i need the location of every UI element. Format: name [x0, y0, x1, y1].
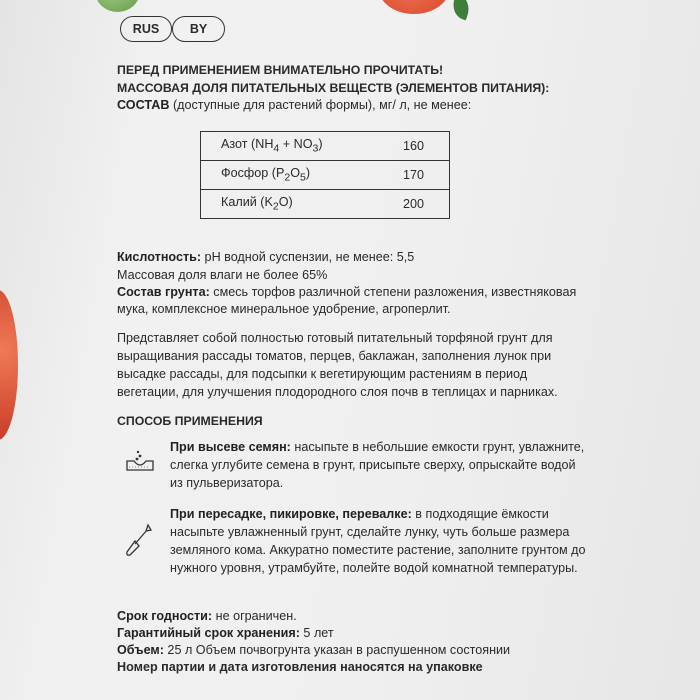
nutrient-name: Калий $(K_2O)$: [201, 190, 381, 219]
composition-label: СОСТАВ: [117, 98, 170, 112]
acidity: Кислотность: pH водной суспензии, не менее: 5,5: [117, 250, 415, 264]
table-row: [201, 190, 450, 219]
moisture: Массовая доля влаги не более 65%: [117, 268, 328, 282]
composition-note: (доступные для растений формы), мг/ л, не менее:: [169, 98, 472, 112]
soil-composition: Состав грунта: смесь торфов различной степени разложения, известняковая: [117, 285, 577, 299]
soil-composition-cont: мука, комплексное минеральное удобрение, агроперлит.: [117, 302, 451, 316]
shovel-icon: [124, 522, 154, 558]
leaf-image: [449, 0, 473, 20]
nutrient-value: 170: [381, 161, 450, 190]
usage-title: СПОСОБ ПРИМЕНЕНИЯ: [117, 414, 263, 428]
country-badge-rus: RUS: [120, 16, 172, 42]
lettuce-image: [95, 0, 140, 12]
transplant-instructions: При пересадке, пикировке, перевалке: в подходящие ёмкости насыпьте увлажненный грунт, сделайте лунку, чуть больше размера земляного кома. Аккуратно поместите растение, заполните грунтом до нужного уровня, утрамбуйте, полейте водой комнатной температуры.: [170, 507, 586, 575]
nutrient-value: 200: [381, 190, 450, 219]
tomato-image-left: [0, 290, 18, 440]
table-row: [201, 132, 450, 161]
volume: Объем: 25 л Объем почвогрунта указан в распушенном состоянии: [117, 643, 511, 657]
nutrient-table: [200, 131, 450, 219]
description-line: выращивания рассады томатов, перцев, баклажан, заполнения лунок при: [117, 349, 552, 363]
warning-heading: ПЕРЕД ПРИМЕНЕНИЕМ ВНИМАТЕЛЬНО ПРОЧИТАТЬ!: [117, 63, 444, 77]
description-line: Представляет собой полностью готовый питательный торфяной грунт для: [117, 331, 553, 345]
country-badge-by: BY: [172, 16, 225, 42]
composition-heading: [117, 97, 471, 113]
tomato-image-top: [378, 0, 450, 14]
description-line: вегетации, для улучшения плодородного слоя почв в теплицах и парниках.: [117, 385, 558, 399]
nutrient-name: Фосфор $(P_2O_5)$: [201, 161, 381, 190]
nutrient-value: 160: [381, 132, 450, 161]
batch-note: Номер партии и дата изготовления наносятся на упаковке: [117, 660, 483, 674]
sowing-instructions: При высеве семян: насыпьте в небольшие емкости грунт, увлажните, слегка углубите семена в грунт, присыпьте сверху, опрыскайте водой из пульверизатора.: [170, 440, 585, 490]
seed-sowing-icon: [125, 449, 155, 473]
description-line: высадке рассады, для подсыпки к вегетирующим растениям в период: [117, 367, 528, 381]
table-row: [201, 161, 450, 190]
shelf-life: Срок годности: не ограничен.: [117, 609, 297, 623]
storage-term: Гарантийный срок хранения: 5 лет: [117, 626, 334, 640]
nutrients-heading: МАССОВАЯ ДОЛЯ ПИТАТЕЛЬНЫХ ВЕЩЕСТВ (ЭЛЕМЕНТОВ ПИТАНИЯ):: [117, 81, 550, 95]
nutrient-name: Азот $(NH_4 + NO_3)$: [201, 132, 381, 161]
